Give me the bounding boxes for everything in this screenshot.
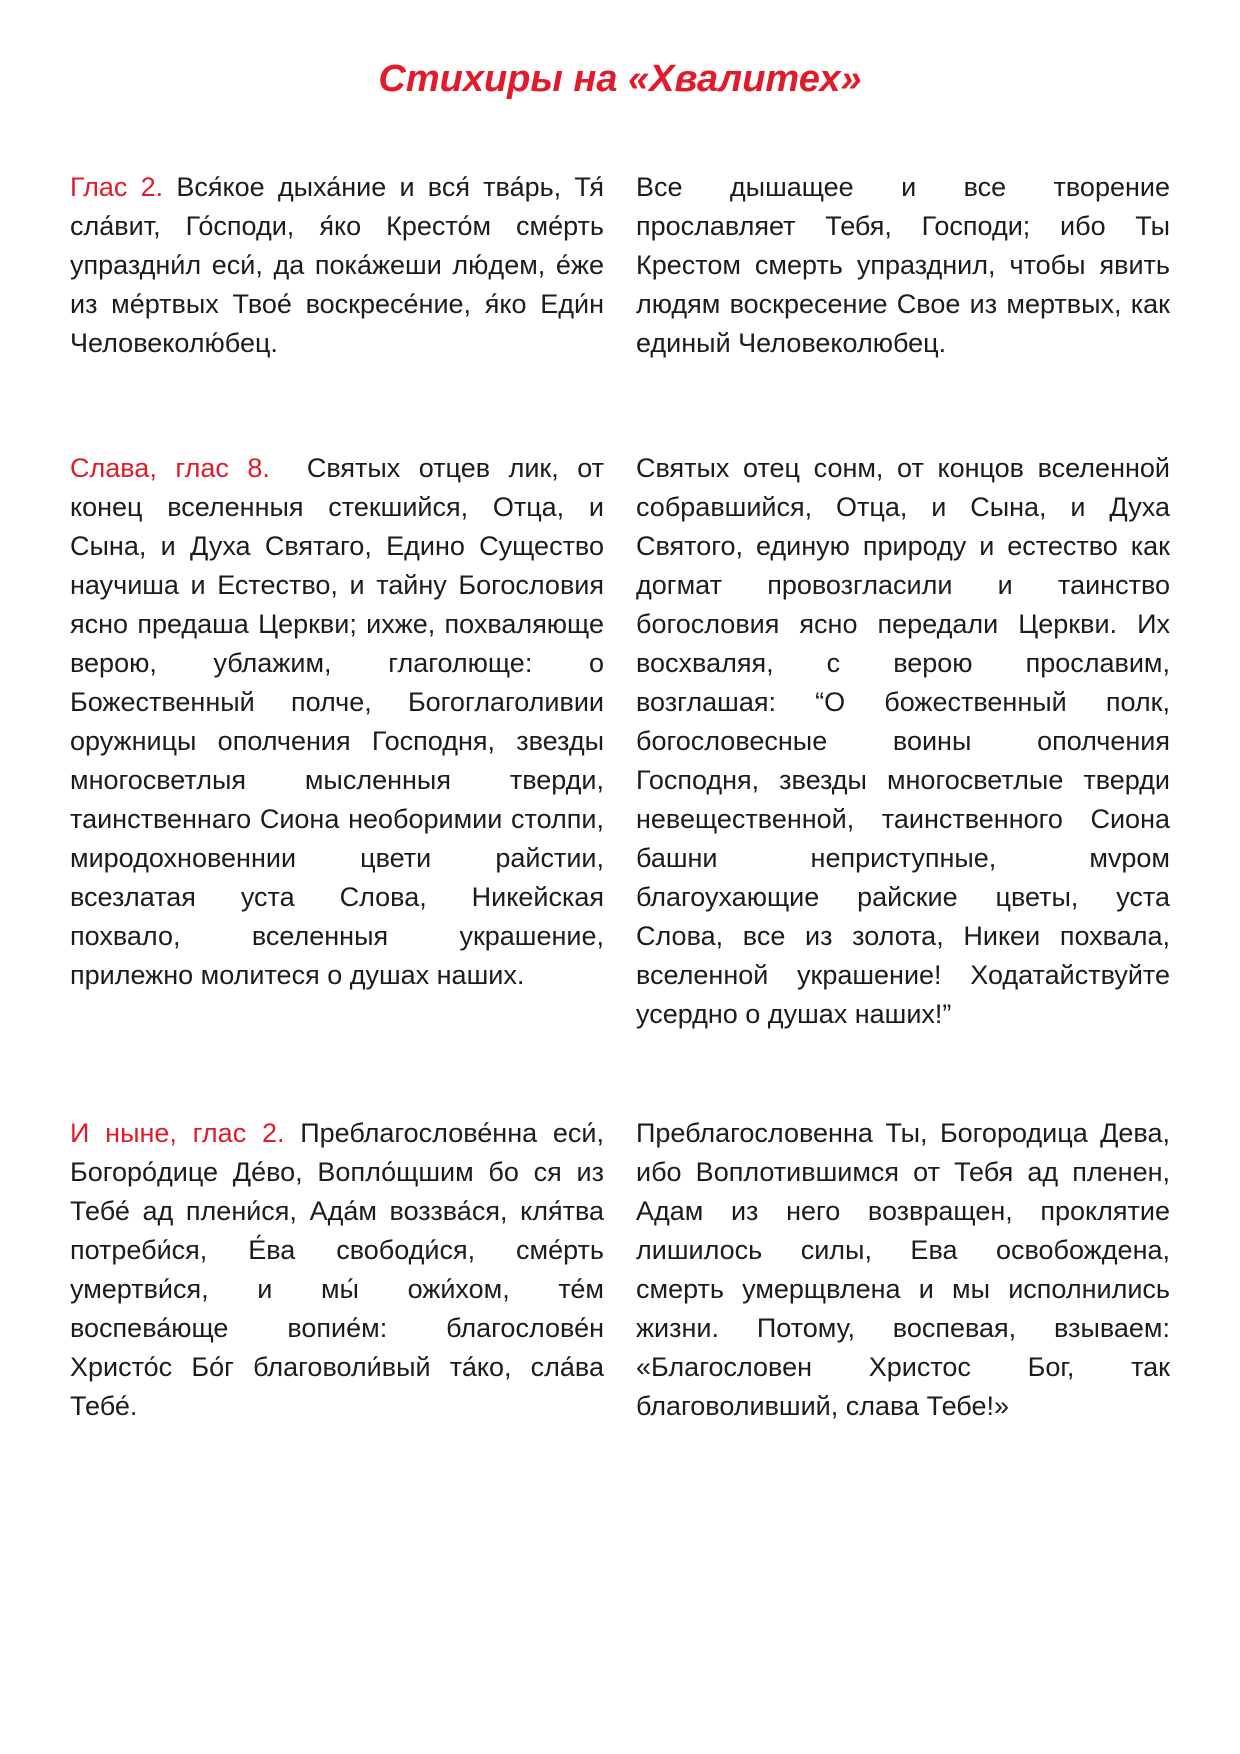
church-slavonic-body: Святых отцев лик, от конец вселенныя стекшийся, Отца, и Сына, и Духа Святаго, Едино Существо научиша и Естество, и тайну Богословия ясно предаша Церкви; ихже, похваляюще верою, ублажим, глаголюще: о Божественный полче, Богоглаголивии оружницы ополчения Господня, звезды многосветлыя мысленныя тверди, таинственнаго Сиона необоримии столпи, миродохновеннии цвети райстии, всезлатая уста Слова, Никейская похвало, вселенныя украшение, прилежно молитеся о душах наших. [70, 453, 604, 990]
rubric-label: И ныне, глас 2. [70, 1118, 285, 1148]
church-slavonic-body: Преблагослове́нна еси́, Богоро́дице Де́во, Вопло́щшим бо ся из Тебе́ ад плени́ся, Ада́м воззва́ся, кля́тва потреби́ся, Е́ва свободи́ся, сме́рть умертви́ся, и мы́ ожи́хом, те́м воспева́юще вопие́м: благослове́н Христо́с Бо́г благоволи́вый та́ко, сла́ва Тебе́. [70, 1118, 604, 1421]
page-title: Стихиры на «Хвалитех» [378, 58, 862, 100]
church-slavonic-text [70, 1114, 604, 1426]
russian-translation: Все дышащее и все творение прославляет Тебя, Господи; ибо Ты Крестом смерть упразднил, чтобы явить людям воскресение Свое из мертвых, как единый Человеколюбец. [636, 172, 1170, 358]
russian-translation: Преблагословенна Ты, Богородица Дева, ибо Воплотившимся от Тебя ад пленен, Адам из него возвращен, проклятие лишилось силы, Ева освобождена, смерть умерщвлена и мы исполнились жизни. Потому, воспевая, взываем: «Благословен Христос Бог, так благоволивший, слава Тебе!» [636, 1118, 1170, 1421]
church-slavonic-text [70, 449, 604, 1034]
russian-translation: Святых отец сонм, от концов вселенной собравшийся, Отца, и Сына, и Духа Святого, единую природу и естество как догмат провозгласили и таинство богословия ясно передали Церкви. Их восхваляя, с верою прославим, возглашая: “О божественный полк, богословесные воины ополчения Господня, звезды многосветлые тверди невещественной, таинственного Сиона башни неприступные, мvром благоухающие райские цветы, уста Слова, все из золота, Никеи похвала, вселенной украшение! Ходатайствуйте усердно о душах наших!” [636, 453, 1170, 1029]
church-slavonic-body: Вся́кое дыха́ние и вся́ тва́рь, Тя́ сла́вит, Го́споди, я́ко Кресто́м сме́рть упраздни́л еси́, да пока́жеши лю́дем, е́же из ме́ртвых Твое́ воскресе́ние, я́ко Еди́н Человеколю́бец. [70, 172, 604, 358]
rubric-label: Глас 2. [70, 172, 164, 202]
rubric-label: Слава, глас 8. [70, 453, 270, 483]
stichera-section-1 [70, 168, 1170, 363]
church-slavonic-text [70, 168, 604, 363]
stichera-section-3 [70, 1114, 1170, 1426]
stichera-section-2 [70, 449, 1170, 1034]
